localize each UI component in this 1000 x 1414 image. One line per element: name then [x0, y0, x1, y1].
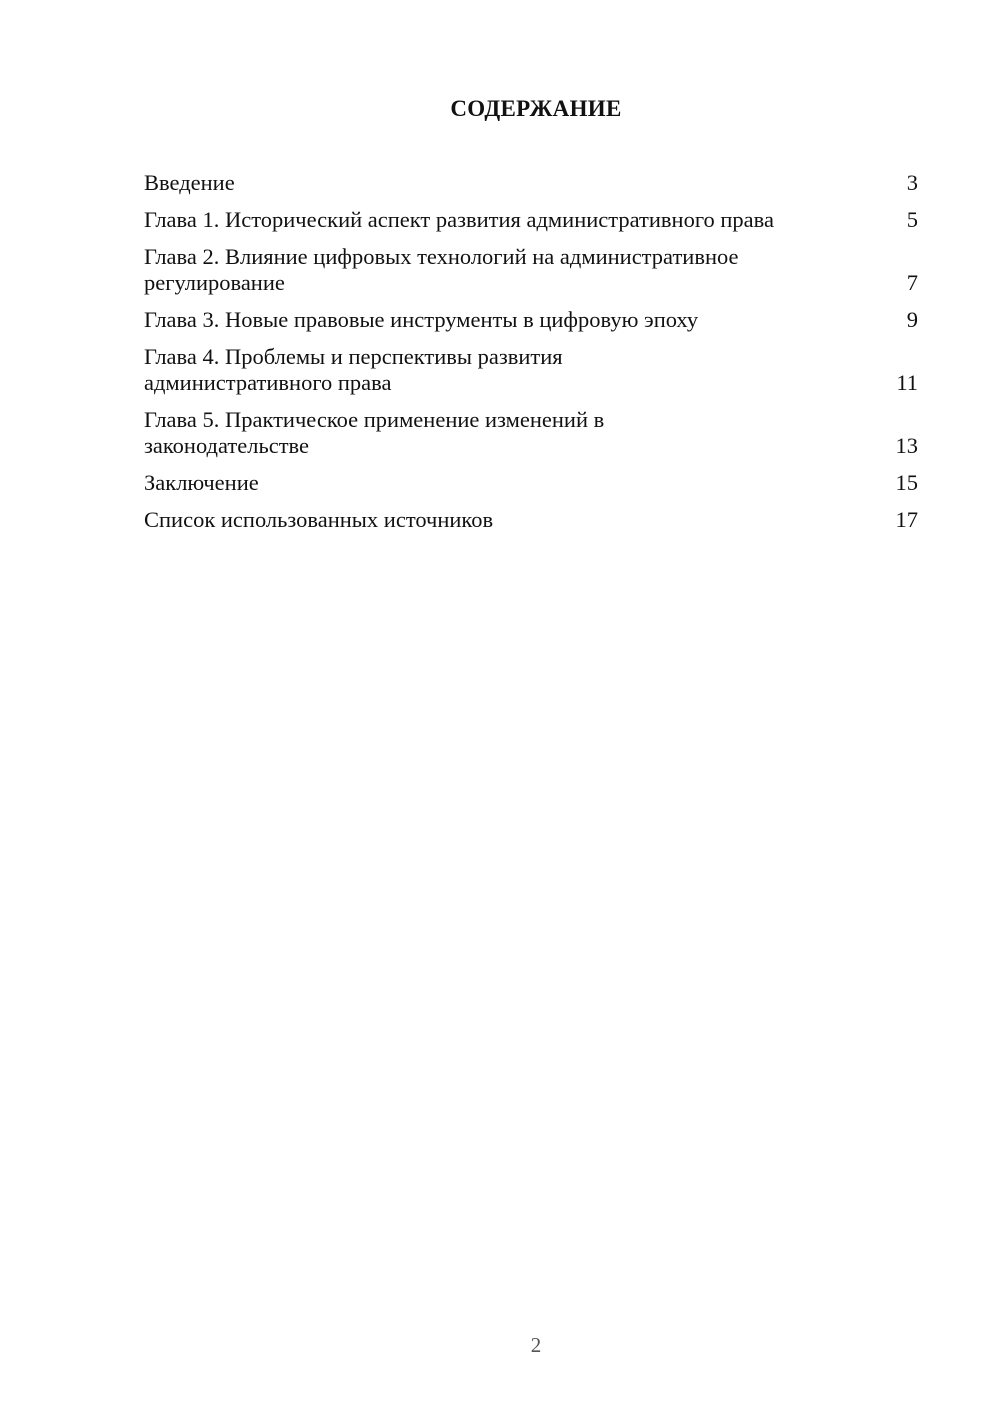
- page-number: 2: [530, 1333, 542, 1357]
- toc-item-references[interactable]: [144, 507, 918, 533]
- toc-item-conclusion[interactable]: [144, 470, 918, 496]
- toc-item-chapter-5[interactable]: [144, 407, 918, 459]
- toc-item-chapter-3[interactable]: [144, 307, 918, 333]
- page-title: СОДЕРЖАНИЕ: [450, 96, 622, 121]
- toc-item-label: Заключение: [144, 470, 259, 495]
- toc-item-page: 5: [906, 207, 918, 232]
- toc-item-label: Список использованных источников: [144, 507, 494, 532]
- toc-item-label: Введение: [144, 170, 235, 195]
- toc-item-label: Глава 3. Новые правовые инструменты в цифровую эпоху: [144, 307, 699, 332]
- table-of-contents: [144, 170, 918, 544]
- toc-item-page: 9: [906, 307, 918, 332]
- toc-item-label: Глава 5. Практическое применение изменений в законодательстве: [144, 407, 605, 458]
- toc-item-label: Глава 4. Проблемы и перспективы развития административного права: [144, 344, 563, 395]
- toc-item-page: 15: [895, 470, 918, 495]
- toc-item-page: 11: [896, 370, 918, 395]
- toc-item-page: 7: [906, 270, 918, 295]
- toc-item-label: Глава 2. Влияние цифровых технологий на административное регулирование: [144, 244, 739, 295]
- toc-item-chapter-2[interactable]: [144, 244, 918, 296]
- toc-item-chapter-4[interactable]: [144, 344, 918, 396]
- toc-item-page: 13: [895, 433, 918, 458]
- toc-item-page: 17: [895, 507, 918, 532]
- toc-item-page: 3: [906, 170, 918, 195]
- toc-item-chapter-1[interactable]: [144, 207, 918, 233]
- toc-item-label: Глава 1. Исторический аспект развития административного права: [144, 207, 774, 232]
- toc-item-introduction[interactable]: [144, 170, 918, 196]
